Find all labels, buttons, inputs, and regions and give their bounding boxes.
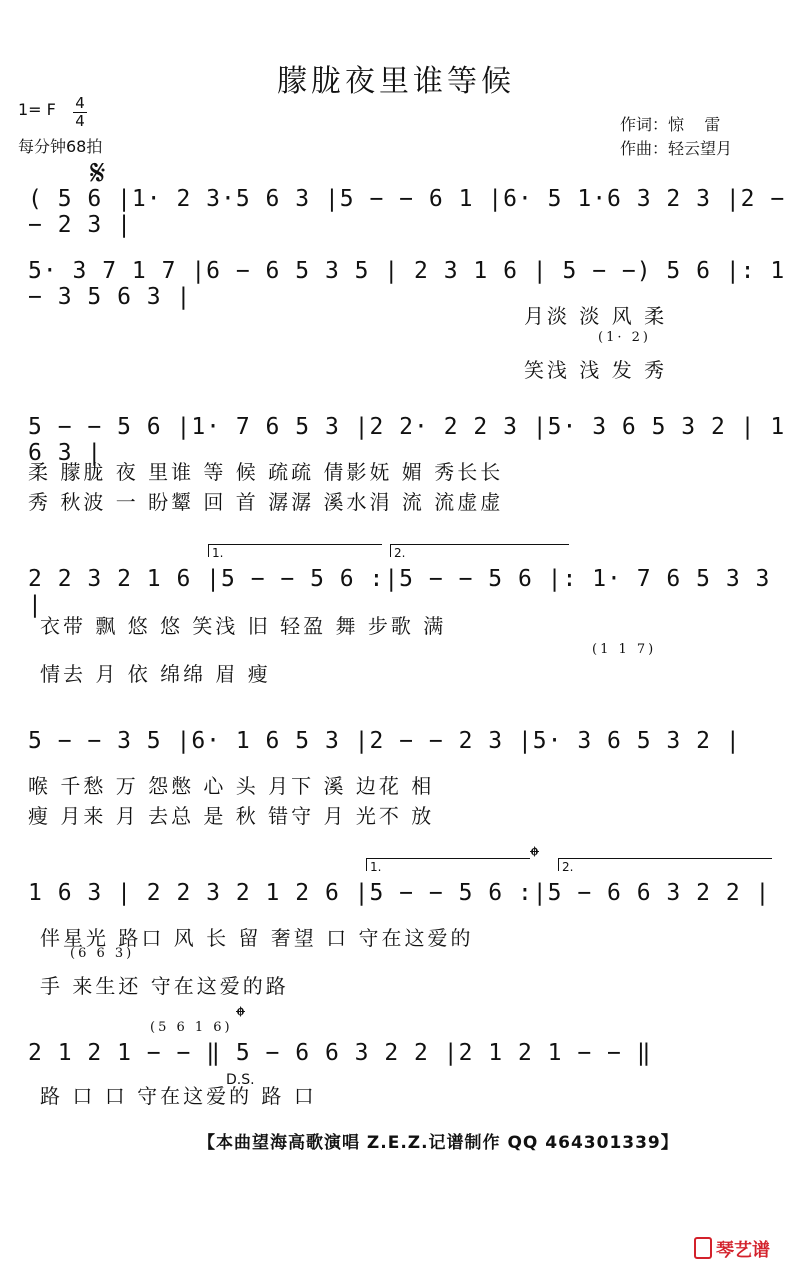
notation-line: 5 − − 3 5 |6· 1 6 5 3 |2 − − 2 3 |5· 3 6 5 3 2 |: [28, 728, 741, 754]
lyric-verse-1: 路 口 口 守在这爱的 路 口: [40, 1084, 317, 1108]
lyric-verse-2: 情去 月 依 绵绵 眉 瘦: [40, 662, 271, 686]
lyric-verse-1: 柔 朦胧 夜 里谁 等 候 疏疏 倩影妩 媚 秀长长: [28, 460, 504, 484]
key-signature: 1= F: [18, 100, 56, 119]
lyric-verse-1: 衣带 飘 悠 悠 笑浅 旧 轻盈 舞 步歌 满: [40, 614, 447, 638]
brand-logo: [694, 1236, 770, 1262]
lyric-verse-1: 伴星光 路口 风 长 留 奢望 口 守在这爱的: [40, 926, 474, 950]
notation-line: 5· 3 7 1 7 |6 − 6 5 3 5 | 2 3 1 6 | 5 − −) 5 6 |: 1 − 3 5 6 3 |: [28, 258, 786, 310]
lyricist-credit: 作词：惊 雷: [620, 115, 721, 134]
volta-2-bracket: 2.: [558, 858, 772, 871]
coda-icon: 𝄌: [236, 1002, 245, 1032]
lyric-alt-notes: (6 6 3): [70, 946, 135, 961]
time-signature: [73, 96, 87, 129]
volta-1-bracket: 1.: [366, 858, 530, 871]
lyric-verse-1: 喉 千愁 万 怨憋 心 头 月下 溪 边花 相: [28, 774, 435, 798]
lyric-verse-2: 笑浅 浅 发 秀: [524, 358, 668, 382]
dal-segno-marking: D.S.: [226, 1072, 255, 1088]
grace-notes: (5 6 1 6): [150, 1020, 233, 1035]
notation-line: 1 6 3 | 2 2 3 2 1 2 6 |5 − − 5 6 :|5 − 6 6 3 2 2 |: [28, 880, 771, 906]
coda-icon: 𝄌: [530, 842, 539, 872]
notation-line: 2 1 2 1 − − ‖ 5 − 6 6 3 2 2 |2 1 2 1 − − ‖: [28, 1040, 652, 1066]
time-signature-numerator: 4: [75, 94, 85, 112]
time-signature-denominator: 4: [75, 112, 85, 130]
lyric-verse-2: 手 来生还 守在这爱的路: [40, 974, 289, 998]
footer-credit: 【本曲望海高歌演唱 Z.E.Z.记谱制作 QQ 464301339】: [198, 1133, 679, 1153]
notation-line: ( 5 6 |1· 2 3·5 6 3 |5 − − 6 1 |6· 5 1·6 3 2 3 |2 − − 2 3 |: [28, 186, 786, 238]
brand-name: 琴艺谱: [716, 1240, 770, 1261]
brand-icon: [694, 1237, 712, 1259]
song-title: 朦胧夜里谁等候: [277, 64, 515, 99]
volta-1-bracket: 1.: [208, 544, 382, 557]
lyric-verse-2: 瘦 月来 月 去总 是 秋 错守 月 光不 放: [28, 804, 435, 828]
lyric-verse-1: 月淡 淡 风 柔: [524, 304, 668, 328]
lyric-alt-notes: (1 1 7): [592, 642, 657, 657]
notation-line: 2 2 3 2 1 6 |5 − − 5 6 :|5 − − 5 6 |: 1· 7 6 5 3 3 |: [28, 566, 771, 618]
lyric-alt-notes: (1· 2): [598, 330, 651, 345]
composer-credit: 作曲：轻云望月: [620, 139, 733, 158]
tempo-marking: 每分钟68拍: [18, 137, 103, 156]
volta-2-bracket: 2.: [390, 544, 569, 557]
notation-line: 5 − − 5 6 |1· 7 6 5 3 |2 2· 2 2 3 |5· 3 6 5 3 2 | 1 6 3 |: [28, 414, 786, 466]
lyric-verse-2: 秀 秋波 一 盼颦 回 首 潺潺 溪水涓 流 流虚虚: [28, 490, 504, 514]
segno-icon: 𝄋: [90, 153, 106, 194]
